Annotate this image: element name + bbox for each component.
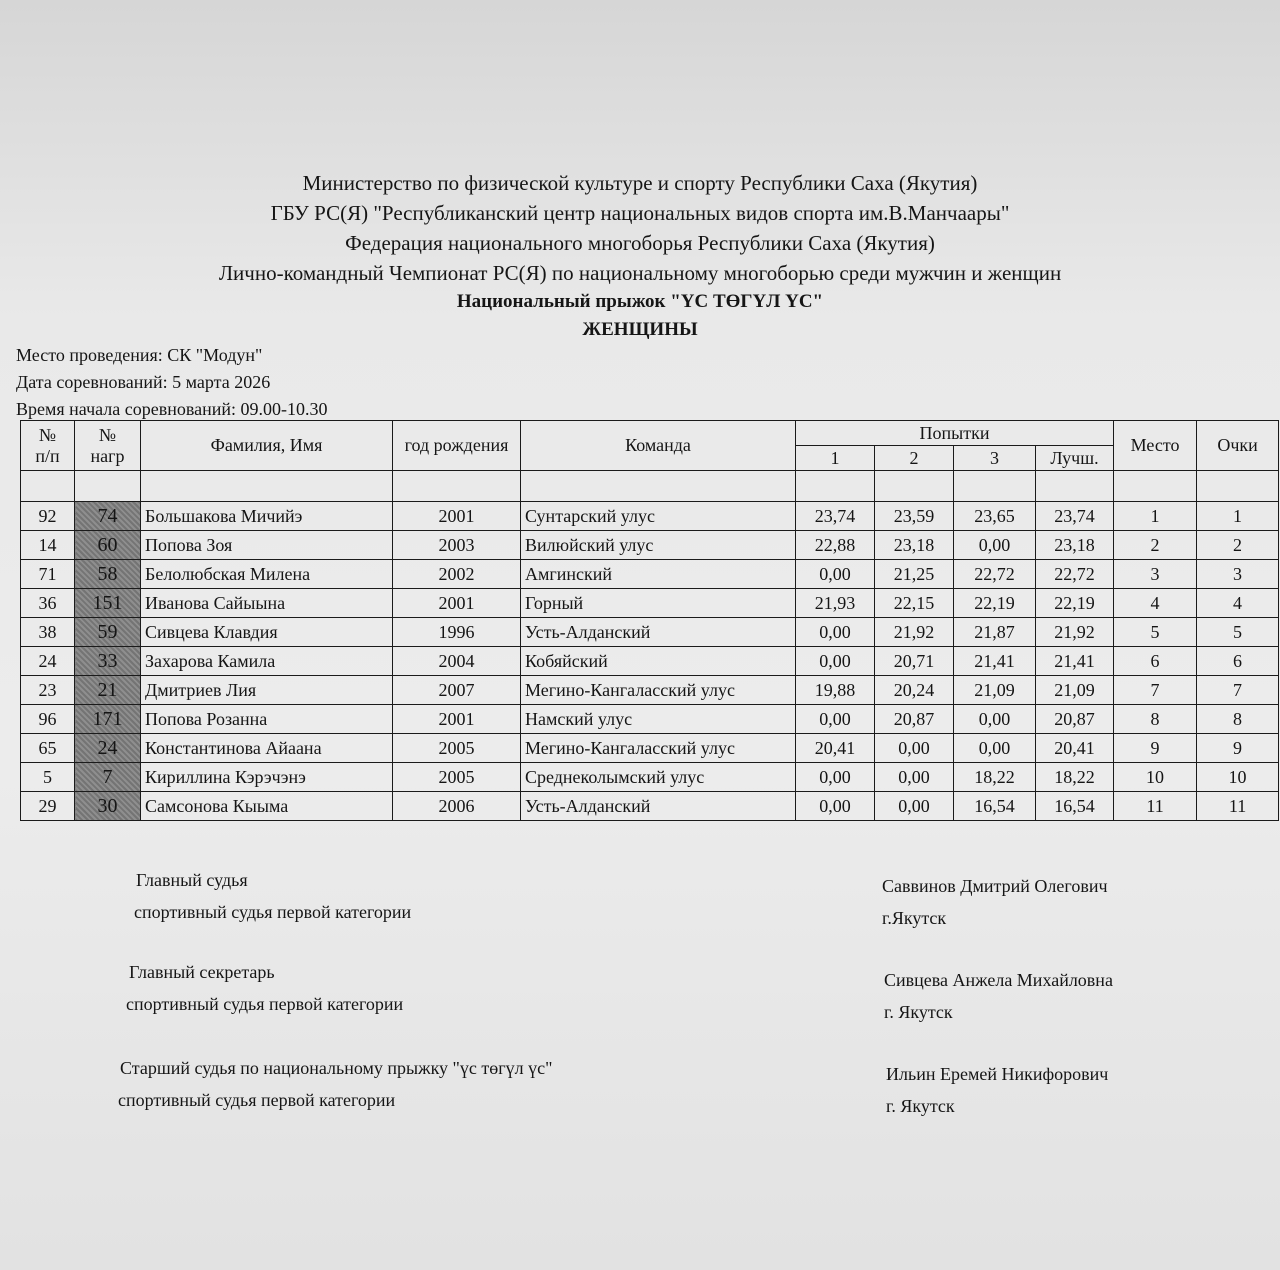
cell-year: 2005 (393, 763, 521, 792)
cell-bib: 30 (75, 792, 141, 821)
cell-points: 8 (1197, 705, 1279, 734)
chief-judge-role: Главный судья (136, 870, 248, 890)
cell-place: 7 (1114, 676, 1197, 705)
cell-attempt-1: 0,00 (796, 560, 875, 589)
cell-points: 1 (1197, 502, 1279, 531)
cell-bib: 74 (75, 502, 141, 531)
cell-best: 21,09 (1036, 676, 1114, 705)
col-attempt-3-header: 3 (954, 446, 1036, 471)
pp-label: п/п (35, 445, 60, 466)
cell-attempt-2: 0,00 (875, 734, 954, 763)
cell-attempt-2: 23,59 (875, 502, 954, 531)
cell-name: Дмитриев Лия (141, 676, 393, 705)
cell-place: 2 (1114, 531, 1197, 560)
cell-attempt-2: 20,24 (875, 676, 954, 705)
cell-attempt-2: 20,71 (875, 647, 954, 676)
cell-points: 9 (1197, 734, 1279, 763)
cell-best: 16,54 (1036, 792, 1114, 821)
cell-name: Иванова Сайыына (141, 589, 393, 618)
senior-judge-block (120, 1052, 552, 1116)
cell-place: 4 (1114, 589, 1197, 618)
cell-pp: 71 (21, 560, 75, 589)
cell-pp: 96 (21, 705, 75, 734)
cell-pp: 5 (21, 763, 75, 792)
cell-best: 21,41 (1036, 647, 1114, 676)
cell-team: Амгинский (521, 560, 796, 589)
venue-text: Место проведения: СК "Модун" (16, 345, 263, 365)
cell-best: 20,87 (1036, 705, 1114, 734)
cell-year: 2007 (393, 676, 521, 705)
table-row (21, 676, 1279, 705)
cell-team: Мегино-Кангаласский улус (521, 734, 796, 763)
cell-attempt-3: 0,00 (954, 531, 1036, 560)
table-row (21, 502, 1279, 531)
cell-points: 2 (1197, 531, 1279, 560)
cell-attempt-1: 22,88 (796, 531, 875, 560)
time-text: Время начала соревнований: 09.00-10.30 (16, 399, 328, 419)
col-attempt-1-header: 1 (796, 446, 875, 471)
cell-attempt-3: 16,54 (954, 792, 1036, 821)
cell-points: 5 (1197, 618, 1279, 647)
cell-attempt-1: 20,41 (796, 734, 875, 763)
chief-secretary-role: Главный секретарь (129, 962, 275, 982)
event-title: Национальный прыжок "ҮС ТӨГҮЛ ҮС" (456, 291, 824, 312)
senior-judge-signature (886, 1058, 1108, 1122)
results-body (21, 471, 1279, 821)
cell-year: 2005 (393, 734, 521, 763)
cell-best: 20,41 (1036, 734, 1114, 763)
cell-attempt-2: 21,92 (875, 618, 954, 647)
cell-attempt-3: 23,65 (954, 502, 1036, 531)
championship-line: Лично-командный Чемпионат РС(Я) по национальному многоборью среди мужчин и женщин (218, 261, 1062, 285)
chief-secretary-name: Сивцева Анжела Михайловна (884, 970, 1113, 990)
cell-pp: 65 (21, 734, 75, 763)
chief-secretary-city: г. Якутск (884, 1002, 953, 1022)
cell-attempt-2: 20,87 (875, 705, 954, 734)
num-sign: № (38, 424, 57, 445)
cell-team: Кобяйский (521, 647, 796, 676)
cell-attempt-2: 22,15 (875, 589, 954, 618)
cell-pp: 23 (21, 676, 75, 705)
cell-best: 23,18 (1036, 531, 1114, 560)
cell-attempt-3: 21,41 (954, 647, 1036, 676)
cell-attempt-1: 0,00 (796, 705, 875, 734)
cell-pp: 92 (21, 502, 75, 531)
cell-name: Сивцева Клавдия (141, 618, 393, 647)
category-title: ЖЕНЩИНЫ (582, 319, 698, 340)
cell-bib: 60 (75, 531, 141, 560)
chief-judge-block (136, 864, 411, 928)
table-row (21, 763, 1279, 792)
cell-name: Самсонова Кыыма (141, 792, 393, 821)
num-sign: № (98, 424, 117, 445)
cell-name: Кириллина Кэрэчэнэ (141, 763, 393, 792)
cell-team: Мегино-Кангаласский улус (521, 676, 796, 705)
col-pp-header (21, 421, 75, 471)
table-row (21, 734, 1279, 763)
cell-pp: 24 (21, 647, 75, 676)
cell-name: Белолюбская Милена (141, 560, 393, 589)
table-row (21, 792, 1279, 821)
cell-points: 10 (1197, 763, 1279, 792)
cell-attempt-1: 0,00 (796, 792, 875, 821)
cell-year: 1996 (393, 618, 521, 647)
cell-name: Захарова Камила (141, 647, 393, 676)
chief-judge-signature (882, 870, 1108, 934)
senior-judge-role: Старший судья по национальному прыжку "үс төгүл үс" (120, 1058, 553, 1078)
cell-points: 7 (1197, 676, 1279, 705)
cell-name: Попова Розанна (141, 705, 393, 734)
organization-line: ГБУ РС(Я) "Республиканский центр национальных видов спорта им.В.Манчаары" (270, 201, 1010, 225)
cell-pp: 14 (21, 531, 75, 560)
cell-attempt-2: 0,00 (875, 792, 954, 821)
cell-year: 2001 (393, 705, 521, 734)
cell-year: 2002 (393, 560, 521, 589)
cell-points: 3 (1197, 560, 1279, 589)
cell-team: Усть-Алданский (521, 618, 796, 647)
blank-row (21, 471, 1279, 502)
cell-attempt-1: 23,74 (796, 502, 875, 531)
cell-pp: 29 (21, 792, 75, 821)
col-best-header: Лучш. (1036, 446, 1114, 471)
cell-attempt-3: 18,22 (954, 763, 1036, 792)
cell-bib: 24 (75, 734, 141, 763)
col-team-header: Команда (521, 421, 796, 471)
cell-bib: 151 (75, 589, 141, 618)
cell-year: 2004 (393, 647, 521, 676)
cell-pp: 36 (21, 589, 75, 618)
ministry-line: Министерство по физической культуре и спорту Республики Саха (Якутия) (302, 171, 978, 195)
table-row (21, 531, 1279, 560)
chief-secretary-signature (884, 964, 1113, 1028)
cell-attempt-1: 19,88 (796, 676, 875, 705)
chief-secretary-category: спортивный судья первой категории (126, 994, 404, 1014)
cell-team: Усть-Алданский (521, 792, 796, 821)
cell-best: 22,19 (1036, 589, 1114, 618)
cell-bib: 21 (75, 676, 141, 705)
table-row (21, 705, 1279, 734)
table-row (21, 618, 1279, 647)
cell-pp: 38 (21, 618, 75, 647)
header-row (21, 421, 1279, 446)
cell-attempt-3: 21,09 (954, 676, 1036, 705)
table-row (21, 589, 1279, 618)
cell-points: 4 (1197, 589, 1279, 618)
cell-bib: 59 (75, 618, 141, 647)
cell-team: Среднеколымский улус (521, 763, 796, 792)
cell-place: 5 (1114, 618, 1197, 647)
cell-attempt-2: 21,25 (875, 560, 954, 589)
cell-attempt-3: 0,00 (954, 705, 1036, 734)
cell-attempt-1: 21,93 (796, 589, 875, 618)
nagr-label: нагр (90, 445, 125, 466)
cell-attempt-2: 23,18 (875, 531, 954, 560)
cell-attempt-1: 0,00 (796, 647, 875, 676)
cell-best: 21,92 (1036, 618, 1114, 647)
cell-name: Константинова Айаана (141, 734, 393, 763)
senior-judge-city: г. Якутск (886, 1096, 955, 1116)
cell-bib: 58 (75, 560, 141, 589)
col-attempts-header: Попытки (796, 421, 1114, 446)
col-place-header: Место (1114, 421, 1197, 471)
table-row (21, 647, 1279, 676)
chief-judge-city: г.Якутск (882, 908, 947, 928)
cell-points: 11 (1197, 792, 1279, 821)
cell-attempt-3: 21,87 (954, 618, 1036, 647)
date-text: Дата соревнований: 5 марта 2026 (16, 372, 271, 392)
col-attempt-2-header: 2 (875, 446, 954, 471)
cell-place: 6 (1114, 647, 1197, 676)
cell-attempt-1: 0,00 (796, 763, 875, 792)
cell-team: Сунтарский улус (521, 502, 796, 531)
col-bib-header (75, 421, 141, 471)
competition-meta (16, 342, 328, 423)
chief-judge-category: спортивный судья первой категории (134, 902, 412, 922)
cell-team: Вилюйский улус (521, 531, 796, 560)
senior-judge-name: Ильин Еремей Никифорович (886, 1064, 1109, 1084)
cell-team: Горный (521, 589, 796, 618)
senior-judge-category: спортивный судья первой категории (118, 1090, 396, 1110)
cell-best: 23,74 (1036, 502, 1114, 531)
cell-bib: 7 (75, 763, 141, 792)
results-table (20, 420, 1279, 821)
cell-place: 10 (1114, 763, 1197, 792)
cell-attempt-3: 22,72 (954, 560, 1036, 589)
cell-attempt-3: 22,19 (954, 589, 1036, 618)
cell-name: Большакова Мичийэ (141, 502, 393, 531)
cell-year: 2001 (393, 502, 521, 531)
cell-bib: 33 (75, 647, 141, 676)
col-year-header: год рождения (393, 421, 521, 471)
col-points-header: Очки (1197, 421, 1279, 471)
document-header (0, 168, 1280, 344)
cell-team: Намский улус (521, 705, 796, 734)
cell-best: 18,22 (1036, 763, 1114, 792)
cell-place: 1 (1114, 502, 1197, 531)
federation-line: Федерация национального многоборья Республики Саха (Якутия) (345, 231, 935, 255)
chief-judge-name: Саввинов Дмитрий Олегович (882, 876, 1108, 896)
cell-name: Попова Зоя (141, 531, 393, 560)
cell-attempt-1: 0,00 (796, 618, 875, 647)
cell-year: 2001 (393, 589, 521, 618)
cell-year: 2006 (393, 792, 521, 821)
cell-attempt-2: 0,00 (875, 763, 954, 792)
cell-place: 8 (1114, 705, 1197, 734)
col-name-header: Фамилия, Имя (141, 421, 393, 471)
cell-place: 3 (1114, 560, 1197, 589)
table-row (21, 560, 1279, 589)
cell-year: 2003 (393, 531, 521, 560)
cell-bib: 171 (75, 705, 141, 734)
cell-place: 11 (1114, 792, 1197, 821)
cell-place: 9 (1114, 734, 1197, 763)
cell-points: 6 (1197, 647, 1279, 676)
chief-secretary-block (126, 956, 404, 1020)
cell-best: 22,72 (1036, 560, 1114, 589)
cell-attempt-3: 0,00 (954, 734, 1036, 763)
